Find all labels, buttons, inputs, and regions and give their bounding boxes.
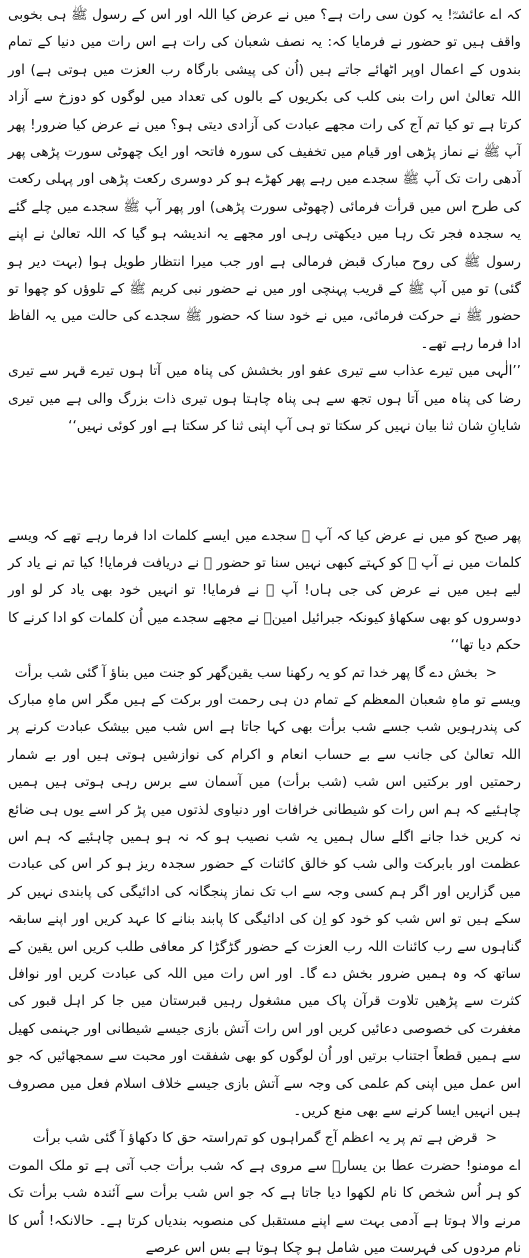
couplet-one-second-hemistich: گھر کو جنت میں بناؤ آ گئی شب برأت <box>14 664 228 681</box>
poetry-couplet-two <box>8 1125 521 1152</box>
hadith-narration-paragraph: کہ اے عائشہؓ! یہ کون سی رات ہے؟ میں نے عرض کیا اللہ اور اس کے رسول ﷺ ہی بخوبی واقف ہیں تو حضور نے فرمایا کہ: یہ نصف شعبان کی رات ہے اس رات میں دنیا کے تمام بندوں کے اعمال اوپر اٹھائے جاتے ہیں (اُن کی پیشی بارگاہ رب العزت میں ہوتی ہے) اور اللہ تعالیٰ اس رات بنی کلب کی بکریوں کے بالوں کی تعداد میں لوگوں کو دوزخ سے آزاد کرتا ہے تو کیا تم آج کی رات مجھے عبادت کی آزادی دیتی ہو؟ میں نے عرض کیا ضرور! پھر آپ ﷺ نے نماز پڑھی اور قیام میں تخفیف کی سورہ فاتحہ اور ایک چھوٹی سورت پڑھی پھر آدھی رات تک آپ ﷺ سجدے میں رہے پھر کھڑے ہو کر دوسری رکعت پڑھی اور پہلی رکعت کی طرح اس میں قرأت فرمائی (چھوٹی سورت پڑھی) اور پھر آپ ﷺ سجدے میں چلے گئے یہ سجدہ فجر تک رہا میں دیکھتی رہی اور مجھے یہ اندیشہ ہو گیا کہ اللہ تعالیٰ نے اپنے رسول ﷺ کی روح مبارک قبض فرمالی ہے اور جب میرا انتظار طویل ہوا (بہت دیر ہو گئی) تو میں آپ ﷺ کے قریب پہنچی اور میں نے حضور نبی کریم ﷺ کے تلوؤں کو چھوا تو حضور ﷺ نے حرکت فرمائی، میں نے خود سنا کہ حضور ﷺ سجدے کی حالت میں یہ الفاظ ادا فرما رہے تھے۔ <box>8 7 521 352</box>
bullet-marker: < <box>485 664 497 681</box>
prophetic-supplication-paragraph: ’’الٰہی میں تیرے عذاب سے تیری عفو اور بخشش کی پناہ میں آتا ہوں تیرے قہر سے تیری رضا کی پناہ میں آتا ہوں تجھ سے ہی پناہ چاہتا ہوں تیری ذات بزرگ والی ہے میں تیری شایانِ شان ثنا بیان نہیں کر سکتا تو ہی آپ اپنی ثنا کر سکتا ہے اور کوئی نہیں‘‘ <box>8 363 521 435</box>
poetry-couplet-one <box>8 660 521 687</box>
couplet-one-first-text: بخش دے گا پھر خدا تم کو یہ رکھنا سب یقین <box>227 664 478 681</box>
couplet-two-first-hemistich <box>235 1125 497 1152</box>
angel-of-death-paragraph: اے مومنو! حضرت عطا بن یسارؓ سے مروی ہے کہ شب برأت جب آتی ہے تو ملک الموت کو ہر اُس شخص کا نام لکھوا دیا جاتا ہے کہ جو اس شب برأت سے آئندہ شب برأت تک مرنے والا ہوتا ہے آدمی بہت سے اپنے مستقبل کی منصوبہ بندیاں کرتا ہے۔ حالانکہ! اُس کا نام مردوں کی فہرست میں شامل ہو چکا ہوتا ہے بس اس عرصے <box>8 1157 521 1257</box>
shab-e-barat-virtues-paragraph: ویسے تو ماہِ شعبان المعظم کے تمام دن ہی رحمت اور برکت کے ہیں مگر اس ماہِ مبارک کی پندرہویں شب جسے شب برأت بھی کہا جاتا ہے اس شب میں بیشک عبادت کرنے پر اللہ تعالیٰ کی جانب سے بے حساب انعام و اکرام کی نوازشیں ہوتی ہیں اور بے شمار رحمتیں اور برکتیں اس شب (شب برأت) میں آسمان سے برس رہی ہوتی ہیں ہمیں چاہئیے کہ ہم اس رات کو شیطانی خرافات اور دنیاوی لذتوں میں پڑ کر اسے یوں ہی ضائع نہ کریں خدا جانے اگلے سال ہمیں یہ شب نصیب ہو کہ نہ ہو ہمیں چاہئیے کہ ہم اس عظمت اور بابرکت والی شب کو خالق کائنات کے حضور سجدہ ریز ہو کر اس کی عبادت میں گزاریں اور اگر ہم کسی وجہ سے اب تک نماز پنجگانہ کی ادائیگی کی پابندی نہیں کر سکے ہیں تو اس شب کو خود کو اِن کی ادائیگی کا پابند بنانے کا عہد کریں اور اپنے سابقہ گناہوں سے رب کائنات اللہ رب العزت کے حضور گڑگڑا کر معافی طلب کریں اس یقین کے ساتھ کہ وہ ہمیں ضرور بخش دے گا۔ اور اس رات میں اللہ کی عبادت کریں اور نوافل کثرت سے پڑھیں تلاوت قرآن پاک میں مشغول رہیں قبرستان میں جا کر اہل قبور کی مغفرت کی خصوصی دعائیں کریں اور اس رات آتش بازی جیسے شیطانی اور جہنمی کھیل سے ہمیں قطعاً اجتناب برتیں اور اُن لوگوں کو بھی شفقت اور محبت سے سمجھائیں کہ جو اس عمل میں اپنی کم علمی کی وجہ سے آتش بازی جیسے خلاف اسلام فعل میں مصروف ہیں انہیں ایسا کرنے سے بھی منع کریں۔ <box>8 691 521 1120</box>
morning-inquiry-paragraph: پھر صبح کو میں نے عرض کیا کہ آپ ﷺ سجدے میں ایسے کلمات ادا فرما رہے تھے کہ ویسے کلمات میں نے آپ ﷺ کو کہتے کبھی نہیں سنا تو حضور ﷺ نے دریافت فرمایا! کیا تم نے یاد کر لیے ہیں میں نے عرض کی جی ہاں! آپ ﷺ نے فرمایا! تو انہیں خود بھی یاد کر لو اور دوسروں کو بھی سکھاؤ کیونکہ جبرائیل امینؑ نے مجھے سجدے میں اُن کلمات کو ادا کرنے کا حکم دیا تھا‘‘ <box>8 527 521 654</box>
couplet-two-first-text: قرض ہے تم پر یہ اعظم آج گمراہوں کو تم <box>234 1130 478 1147</box>
couplet-two-second-hemistich: راستہ حق کا دکھاؤ آ گئی شب برأت <box>32 1130 235 1147</box>
section-spacer <box>8 441 521 523</box>
bullet-marker: < <box>485 1130 497 1147</box>
couplet-one-first-hemistich <box>228 660 497 687</box>
